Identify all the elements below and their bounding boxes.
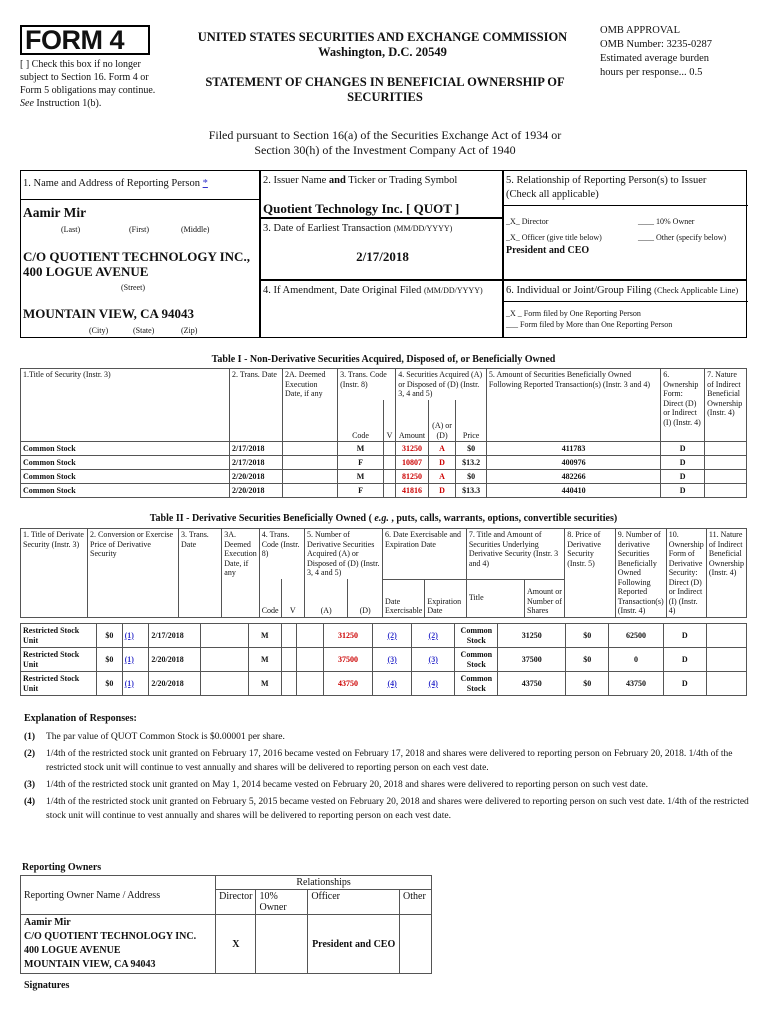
omb-approval: OMB APPROVAL OMB Number: 3235-0287 Estimated average burden hours per response... 0.5 [600, 25, 712, 78]
table-non-derivative: 1.Title of Security (Instr. 3) 2. Trans. Date 2A. Deemed Execution Date, if any 3. Trans. Code (Instr. 8) 4. Securities Acquired (A) or Disposed of (D) (Instr. 3, 4 and 5) 5. Amount of Securities Beneficially Owned Following Reported Transaction(s) (Instr. 3 and 4) 6. Ownership Form: Direct (D) or Indirect (I) (Instr. 4) 7. Nature of Indirect Beneficial Ownership (Instr. 4) Code V Amount (A) or (D) Price Common Stock 2/17/2018 M 31250 A $0 411783 D Common Stock 2/17/2018 F 10807 D $13.2 400976 D Common Stock 2/20/2018 M 81250 A $0 482266 D Common Stock 2/20/2018 F 41816 D $13.3 440410 D [20, 368, 747, 498]
reporting-person-name: Aamir Mir [23, 205, 87, 220]
reporting-owners-table: Reporting Owner Name / Address Relationships Director 10% Owner Officer Other Aamir Mir C/O QUOTIENT TECHNOLOGY INC. 400 LOGUE AVENUE MOUNTAIN VIEW, CA 94043 X President and CEO [20, 875, 432, 974]
reporting-owners-title: Reporting Owners [22, 862, 102, 873]
explanation-item: (1) The par value of QUOT Common Stock is $0.00001 per share. [24, 732, 285, 742]
table2-row: Restricted Stock Unit $0 (1) 2/20/2018 M 43750 (4) (4) Common Stock 43750 $0 43750 D [21, 672, 747, 696]
signatures-title: Signatures [24, 980, 70, 991]
box-issuer: 2. Issuer Name and Ticker or Trading Symbol Quotient Technology Inc. [ QUOT ] [260, 170, 503, 218]
table1-row: Common Stock 2/17/2018 F 10807 D $13.2 400976 D [21, 456, 747, 470]
explanation-item: (4) 1/4th of the restricted stock unit granted on February 5, 2015 became vested on February 20, 2018 and shares were delivered to reporting person on such vest date. 1/4th of the restricted stock unit will continue to vest annually and shares will be delivered to reporting person on each vest date. [24, 797, 749, 821]
explanation-item: (3) 1/4th of the restricted stock unit granted on May 1, 2014 became vested on February 20, 2018 and shares were delivered to reporting person on such vest date. [24, 780, 649, 790]
check-note: [ ] Check this box if no longer subject to Section 16. Form 4 or Form 5 obligations may continue. See Instruction 1(b). [20, 59, 156, 109]
statement-title: STATEMENT OF CHANGES IN BENEFICIAL OWNERSHIP OF SECURITIES [205, 75, 565, 104]
form-title: FORM 4 [20, 25, 150, 55]
filed-pursuant: Filed pursuant to Section 16(a) of the Securities Exchange Act of 1934 or Section 30(h) of the Investment Company Act of 1940 [208, 128, 562, 157]
table-derivative: 1. Title of Derivate Security (Instr. 3) 2. Conversion or Exercise Price of Derivative Security 3. Trans. Date 3A. Deemed Execution Date, if any 4. Trans. Code (Instr. 8) 5. Number of Derivative Securities Acquired (A) or Disposed of (D) (Instr. 3, 4 and 5) 6. Date Exercisable and Expiration Date 7. Title and Amount of Securities Underlying Derivative Security (Instr. 3 and 4) 8. Price of Derivative Security (Instr. 5) 9. Number of derivative Securities Beneficially Owned Following Reported Transaction(s) (Instr. 4) 10. Ownership Form of Derivative Security: Direct (D) or Indirect (I) (Instr. 4) 11. Nature of Indirect Beneficial Ownership (Instr. 4) Code V (A) (D) Date Exercisable Expiration Date Title Amount or Number of Shares [20, 528, 747, 618]
agency-header: UNITED STATES SECURITIES AND EXCHANGE COMMISSION Washington, D.C. 20549 [197, 30, 568, 59]
table-derivative-rows [20, 623, 747, 696]
table1-title: Table I - Non-Derivative Securities Acquired, Disposed of, or Beneficially Owned [211, 354, 556, 365]
table1-row: Common Stock 2/17/2018 M 31250 A $0 411783 D [21, 442, 747, 456]
table2-row: Restricted Stock Unit $0 (1) 2/17/2018 M 31250 (2) (2) Common Stock 31250 $0 62500 D [21, 624, 747, 648]
box-reporting-person: 1. Name and Address of Reporting Person * Aamir Mir (Last) (First) (Middle) C/O QUOTIENT TECHNOLOGY INC., 400 LOGUE AVENUE (Street) MOUNTAIN VIEW, CA 94043 (City) (State) (Zip) [20, 170, 260, 338]
table2-title: Table II - Derivative Securities Beneficially Owned ( e.g. , puts, calls, warrants, options, convertible securities) [149, 513, 618, 524]
box-relationship: 5. Relationship of Reporting Person(s) to Issuer (Check all applicable) _X_ Director ____ 10% Owner _X_ Officer (give title below) ____ Other (specify below) President and CEO [503, 170, 747, 280]
explanation-item: (2) 1/4th of the restricted stock unit granted on February 17, 2016 became vested on February 17, 2018 and shares were delivered to reporting person on February 20, 2018. 1/4th of the restricted stock unit will continue to vest annually and shares will be delivered to reporting person on each vest date. [24, 749, 733, 773]
explanation: Explanation of Responses: (1) The par value of QUOT Common Stock is $0.00001 per share. (2) 1/4th of the restricted stock unit granted on February 17, 2016 became vested on February 17, 2018 and shares were delivered to reporting person on February 20, 2018. 1/4th of the restricted stock unit will continue to vest annually and shares will be delivered to reporting person on each vest date. (3) 1/4th of the restricted stock unit granted on May 1, 2014 became vested on February 20, 2018 and shares were delivered to reporting person on such vest date. (4) 1/4th of the restricted stock unit granted on February 5, 2015 became vested on February 20, 2018 and shares were delivered to reporting person on such vest date. 1/4th of the restricted stock unit will continue to vest annually and shares will be delivered to reporting person on each vest date. [24, 713, 749, 821]
table1-row: Common Stock 2/20/2018 M 81250 A $0 482266 D [21, 470, 747, 484]
box-amendment: 4. If Amendment, Date Original Filed (MM/DD/YYYY) [260, 280, 503, 338]
table2-row: Restricted Stock Unit $0 (1) 2/20/2018 M 37500 (3) (3) Common Stock 37500 $0 0 D [21, 648, 747, 672]
box-filing: 6. Individual or Joint/Group Filing (Check Applicable Line) _X _ Form filed by One Reporting Person ___ Form filed by More than One Reporting Person [503, 280, 747, 338]
table1-row: Common Stock 2/20/2018 F 41816 D $13.3 440410 D [21, 484, 747, 498]
box-earliest-date: 3. Date of Earliest Transaction (MM/DD/YYYY) 2/17/2018 [260, 218, 503, 280]
